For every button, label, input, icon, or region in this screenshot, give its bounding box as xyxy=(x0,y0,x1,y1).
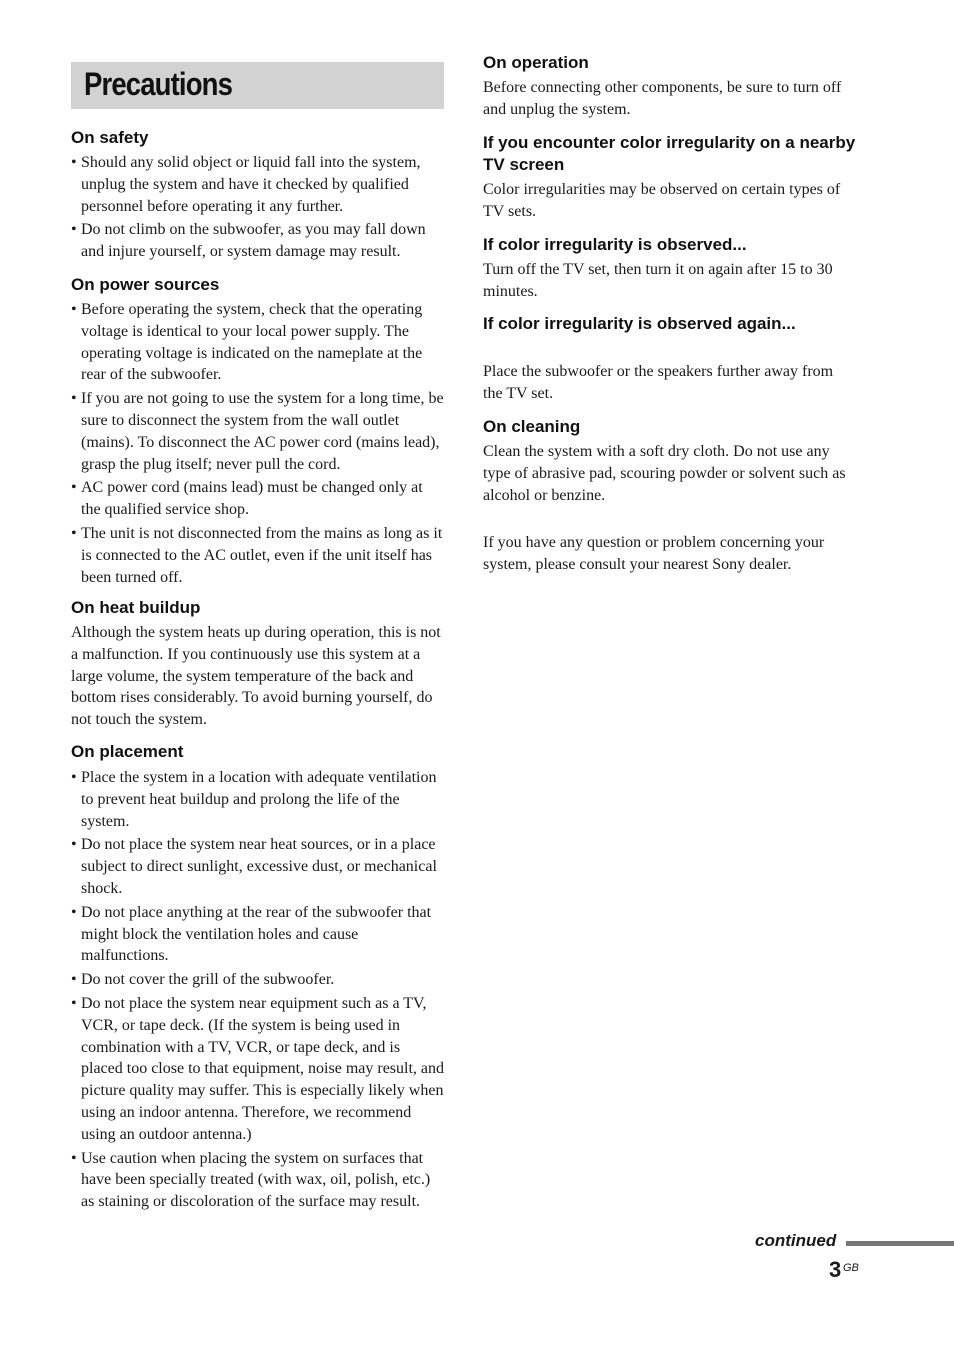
section-heading-safety: On safety xyxy=(71,128,149,147)
list-item: • Before operating the system, check that the operating voltage is identical to your local power supply. The operating voltage is indicated on the nameplate at the rear of the subwoofer. xyxy=(71,301,423,384)
list-item: • Do not place the system near heat sources, or in a place subject to direct sunlight, excessive dust, or mechanical shock. xyxy=(71,836,437,897)
power-list xyxy=(71,299,444,590)
bullet-icon: • xyxy=(71,769,77,786)
list-item: • Do not place the system near equipment such as a TV, VCR, or tape deck. (If the system is being used in combination with a TV, VCR, or tape deck, and is placed too close to that equipment, noise may result, and picture quality may suffer. This is especially likely when using an indoor antenna. Therefore, we recommend using an outdoor antenna.) xyxy=(71,994,445,1143)
list-item: • The unit is not disconnected from the mains as long as it is connected to the AC outlet, even if the unit itself has been turned off. xyxy=(71,524,443,586)
bullet-icon: • xyxy=(71,479,77,497)
list-item: • Do not climb on the subwoofer, as you may fall down and injure yourself, or system damage may result. xyxy=(71,221,426,261)
observed-again-paragraph: Place the subwoofer or the speakers further away from the TV set. xyxy=(483,363,834,402)
bullet-icon: • xyxy=(71,390,77,408)
bullet-icon: • xyxy=(71,301,77,318)
color-irregularity-paragraph: Color irregularities may be observed on certain types of TV sets. xyxy=(483,181,841,220)
section-heading-heat: On heat buildup xyxy=(71,598,201,617)
bullet-icon: • xyxy=(71,971,77,989)
bullet-icon: • xyxy=(71,836,77,854)
bullet-icon: • xyxy=(71,154,77,171)
list-item: • Place the system in a location with adequate ventilation to prevent heat buildup and prolong the life of the system. xyxy=(71,769,437,830)
list-item: • Do not place anything at the rear of the subwoofer that might block the ventilation holes and cause malfunctions. xyxy=(71,903,432,965)
page-title-bar xyxy=(71,62,444,109)
closing-paragraph: If you have any question or problem concerning your system, please consult your nearest Sony dealer. xyxy=(483,534,825,573)
section-heading-operation: On operation xyxy=(483,53,589,72)
operation-paragraph: Before connecting other components, be sure to turn off and unplug the system. xyxy=(483,79,842,118)
bullet-icon: • xyxy=(71,221,77,239)
bullet-icon: • xyxy=(71,903,77,921)
page-number-suffix: GB xyxy=(843,1262,859,1274)
list-item: • Use caution when placing the system on surfaces that have been specially treated (with wax, oil, polish, etc.) as staining or discoloration of the surface may result. xyxy=(71,1149,431,1211)
section-heading-color-irregularity: If you encounter color irregularity on a nearby TV screen xyxy=(483,133,856,174)
section-heading-power: On power sources xyxy=(71,275,220,294)
list-item: • AC power cord (mains lead) must be changed only at the qualified service shop. xyxy=(71,479,423,519)
list-item: • Do not cover the grill of the subwoofer. xyxy=(71,969,444,991)
placement-list xyxy=(71,767,444,1215)
observed-paragraph: Turn off the TV set, then turn it on again after 15 to 30 minutes. xyxy=(483,261,833,300)
continued-rule xyxy=(846,1241,954,1246)
section-heading-observed-again: If color irregularity is observed again... xyxy=(483,314,796,333)
section-heading-placement: On placement xyxy=(71,742,184,761)
continued-label: continued xyxy=(755,1231,837,1250)
list-item: • If you are not going to use the system for a long time, be sure to disconnect the system from the wall outlet (mains). To disconnect the AC power cord (mains lead), grasp the plug itself; never pull the cord. xyxy=(71,390,444,473)
section-heading-observed: If color irregularity is observed... xyxy=(483,235,747,254)
cleaning-paragraph: Clean the system with a soft dry cloth. Do not use any type of abrasive pad, scouring powder or solvent such as alcohol or benzine. xyxy=(483,443,846,504)
page-title: Precautions xyxy=(84,66,233,102)
bullet-icon: • xyxy=(71,994,77,1012)
section-heading-cleaning: On cleaning xyxy=(483,417,581,436)
safety-list xyxy=(71,152,444,265)
bullet-icon: • xyxy=(71,1149,77,1167)
list-item: • Should any solid object or liquid fall into the system, unplug the system and have it checked by qualified personnel before operating it any further. xyxy=(71,154,421,215)
bullet-icon: • xyxy=(71,524,77,542)
page-number: 3 xyxy=(829,1257,842,1282)
heat-paragraph: Although the system heats up during operation, this is not a malfunction. If you continuously use this system at a large volume, the system temperature of the back and bottom rises considerably. To avoid burning yourself, do not touch the system. xyxy=(71,624,441,729)
